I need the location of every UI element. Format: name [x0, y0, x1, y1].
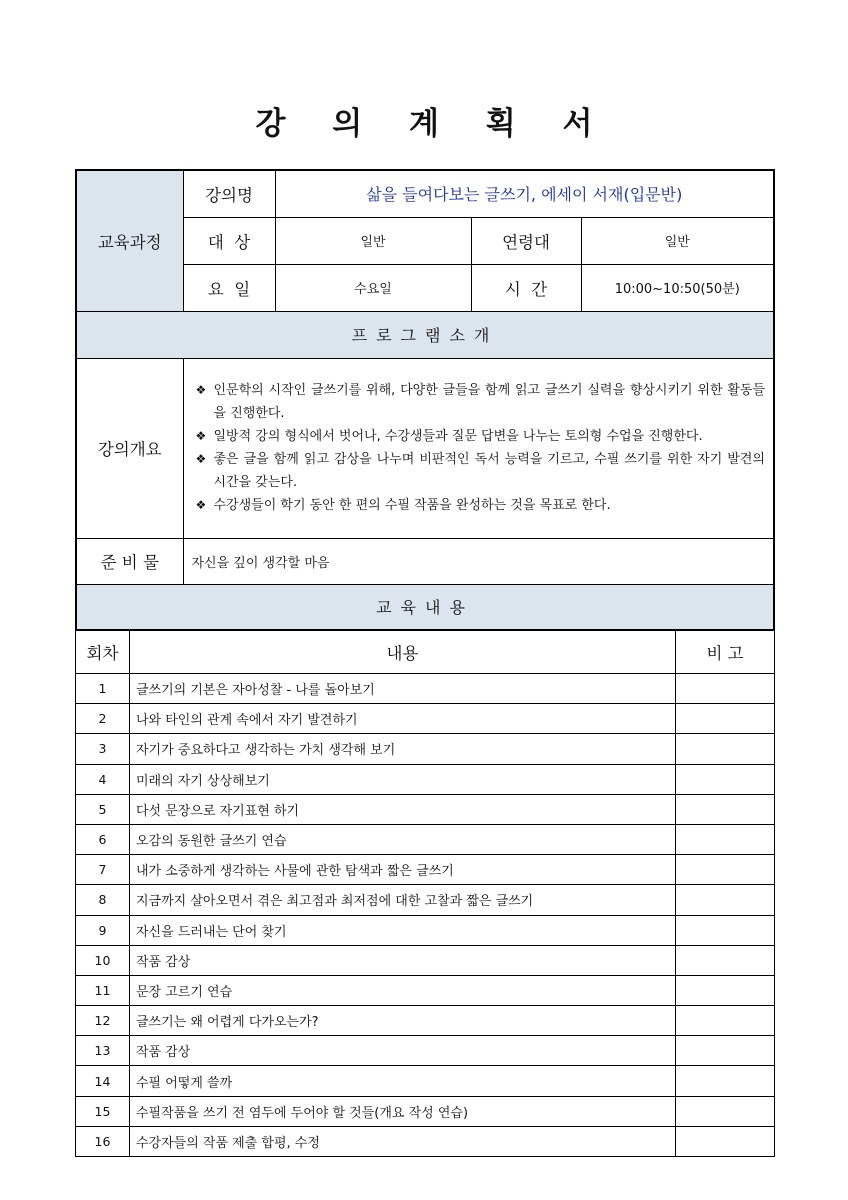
table-row [76, 915, 775, 945]
time-value: 10:00~10:50(50분) [581, 264, 774, 311]
session-note [676, 885, 775, 915]
time-label: 시 간 [471, 264, 581, 311]
session-column-header: 회차 [76, 630, 130, 674]
session-content: 자신을 드러내는 단어 찾기 [130, 915, 676, 945]
target-label: 대 상 [183, 217, 275, 264]
session-note [676, 945, 775, 975]
session-number: 4 [76, 764, 130, 794]
note-column-header: 비 고 [676, 630, 775, 674]
overview-item: ❖ 일방적 강의 형식에서 벗어나, 수강생들과 질문 답변을 나누는 토의형 수업을 진행한다. [196, 425, 766, 448]
session-note [676, 1126, 775, 1156]
day-value: 수요일 [275, 264, 471, 311]
session-number: 11 [76, 975, 130, 1005]
table-row [76, 824, 775, 854]
session-content: 글쓰기는 왜 어렵게 다가오는가? [130, 1006, 676, 1036]
education-content-header: 교육내용 [76, 584, 774, 630]
session-number: 2 [76, 704, 130, 734]
table-row [76, 1066, 775, 1096]
education-course-label: 교육과정 [76, 170, 183, 311]
materials-label: 준 비 물 [76, 538, 183, 584]
session-number: 3 [76, 734, 130, 764]
session-content: 지금까지 살아오면서 겪은 최고점과 최저점에 대한 고찰과 짧은 글쓰기 [130, 885, 676, 915]
table-row [76, 1036, 775, 1066]
age-group-label: 연령대 [471, 217, 581, 264]
session-number: 13 [76, 1036, 130, 1066]
table-row [76, 1006, 775, 1036]
session-note [676, 764, 775, 794]
table-row [76, 674, 775, 704]
program-intro-header: 프로그램소개 [76, 311, 774, 358]
session-note [676, 824, 775, 854]
table-row [76, 1126, 775, 1156]
session-number: 12 [76, 1006, 130, 1036]
table-row [76, 764, 775, 794]
session-content: 글쓰기의 기본은 자아성찰 - 나를 돌아보기 [130, 674, 676, 704]
session-number: 10 [76, 945, 130, 975]
session-number: 16 [76, 1126, 130, 1156]
session-note [676, 704, 775, 734]
session-number: 9 [76, 915, 130, 945]
page-title: 강 의 계 획 서 [255, 106, 611, 142]
overview-list [184, 373, 774, 523]
age-group-value: 일반 [581, 217, 774, 264]
session-note [676, 674, 775, 704]
target-value: 일반 [275, 217, 471, 264]
course-name-label: 강의명 [183, 170, 275, 217]
overview-item: ❖ 좋은 글을 함께 읽고 감상을 나누며 비판적인 독서 능력을 기르고, 수필 쓰기를 위한 자기 발견의 시간을 갖는다. [196, 448, 766, 494]
session-note [676, 915, 775, 945]
table-row [76, 734, 775, 764]
session-number: 14 [76, 1066, 130, 1096]
table-row [76, 1096, 775, 1126]
session-content: 나와 타인의 관계 속에서 자기 발견하기 [130, 704, 676, 734]
table-row [76, 794, 775, 824]
session-content: 문장 고르기 연습 [130, 975, 676, 1005]
session-content: 오감의 동원한 글쓰기 연습 [130, 824, 676, 854]
overview-label: 강의개요 [76, 358, 183, 538]
session-note [676, 1036, 775, 1066]
session-number: 6 [76, 824, 130, 854]
session-content: 작품 감상 [130, 945, 676, 975]
session-content: 작품 감상 [130, 1036, 676, 1066]
overview-item: ❖ 수강생들이 학기 동안 한 편의 수필 작품을 완성하는 것을 목표로 한다. [196, 494, 766, 517]
session-content: 미래의 자기 상상해보기 [130, 764, 676, 794]
session-content: 수필작품을 쓰기 전 염두에 두어야 할 것들(개요 작성 연습) [130, 1096, 676, 1126]
session-note [676, 1006, 775, 1036]
session-number: 15 [76, 1096, 130, 1126]
course-name-value: 삶을 들여다보는 글쓰기, 에세이 서재(입문반) [275, 170, 774, 217]
content-column-header: 내용 [130, 630, 676, 674]
session-note [676, 1096, 775, 1126]
table-row [76, 975, 775, 1005]
table-row [76, 885, 775, 915]
session-note [676, 855, 775, 885]
course-info-table [75, 169, 775, 631]
table-row [76, 704, 775, 734]
session-number: 5 [76, 794, 130, 824]
table-row [76, 945, 775, 975]
materials-value: 자신을 깊이 생각할 마음 [183, 538, 774, 584]
session-note [676, 794, 775, 824]
session-content: 내가 소중하게 생각하는 사물에 관한 탐색과 짧은 글쓰기 [130, 855, 676, 885]
session-number: 8 [76, 885, 130, 915]
table-row [76, 855, 775, 885]
overview-item: ❖ 인문학의 시작인 글쓰기를 위해, 다양한 글들을 함께 읽고 글쓰기 실력을 향상시키기 위한 활동들을 진행한다. [196, 379, 766, 425]
session-note [676, 734, 775, 764]
session-number: 7 [76, 855, 130, 885]
session-content: 다섯 문장으로 자기표현 하기 [130, 794, 676, 824]
session-content: 수강자들의 작품 제출 합평, 수정 [130, 1126, 676, 1156]
day-label: 요 일 [183, 264, 275, 311]
session-note [676, 1066, 775, 1096]
session-note [676, 975, 775, 1005]
session-number: 1 [76, 674, 130, 704]
schedule-table [75, 629, 775, 1157]
session-content: 자기가 중요하다고 생각하는 가치 생각해 보기 [130, 734, 676, 764]
session-content: 수필 어떻게 쓸까 [130, 1066, 676, 1096]
